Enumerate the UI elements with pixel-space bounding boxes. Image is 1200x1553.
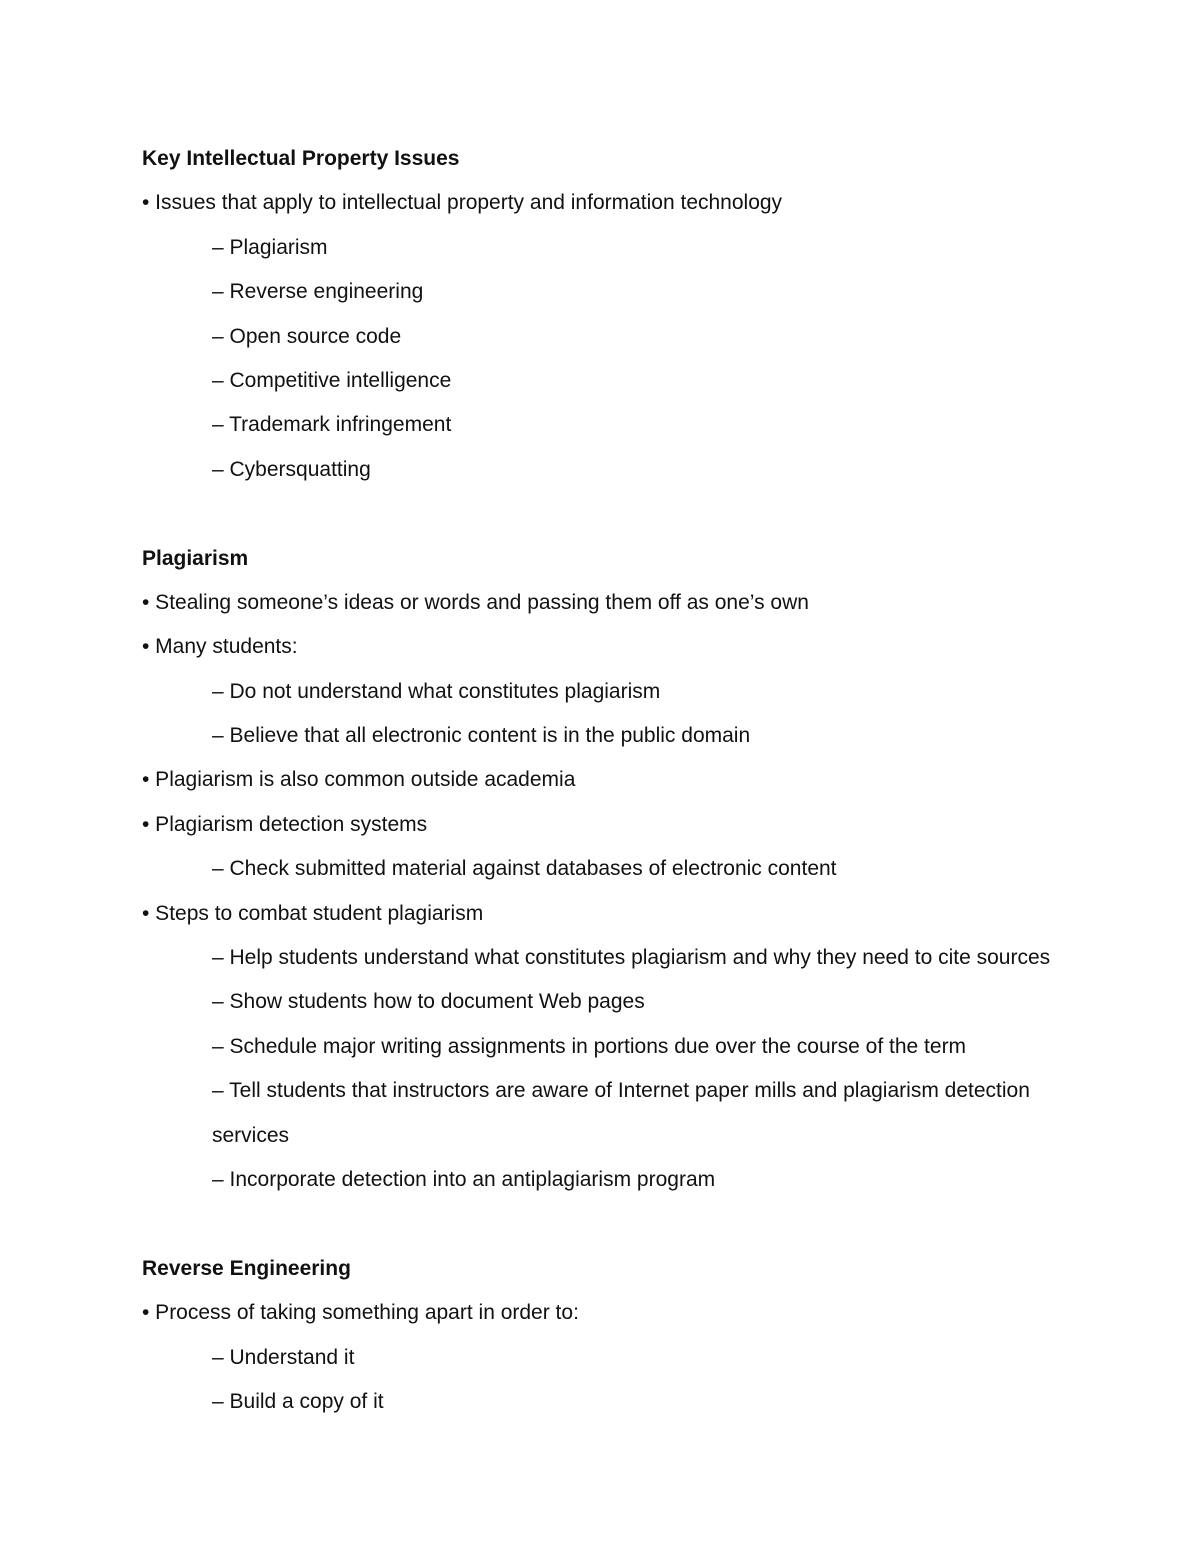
sub-bullet-item: – Plagiarism bbox=[212, 235, 328, 259]
sub-bullet-item: – Trademark infringement bbox=[212, 413, 452, 437]
sub-bullet-item: – Cybersquatting bbox=[212, 457, 371, 481]
sub-bullet-item: – Open source code bbox=[212, 324, 402, 348]
sub-bullet-item: – Build a copy of it bbox=[212, 1389, 384, 1413]
sub-bullet-item: – Reverse engineering bbox=[212, 280, 424, 304]
bullet-item: • Issues that apply to intellectual property and information technology bbox=[142, 191, 783, 215]
section-spacer bbox=[142, 1202, 1102, 1246]
sub-bullet-item: – Competitive intelligence bbox=[212, 368, 452, 392]
sub-bullet-item: – Show students how to document Web pages bbox=[212, 990, 645, 1014]
bullet-item: • Steps to combat student plagiarism bbox=[142, 901, 484, 925]
sub-bullet-item: – Incorporate detection into an antiplagiarism program bbox=[212, 1167, 716, 1191]
sub-bullet-item: – Tell students that instructors are aware of Internet paper mills and plagiarism detection bbox=[212, 1079, 1030, 1103]
sub-bullet-item: – Schedule major writing assignments in portions due over the course of the term bbox=[212, 1034, 967, 1058]
sub-bullet-item: – Help students understand what constitutes plagiarism and why they need to cite sources bbox=[212, 946, 1051, 970]
section-heading: Plagiarism bbox=[142, 546, 249, 570]
bullet-item: • Process of taking something apart in order to: bbox=[142, 1301, 579, 1325]
sub-bullet-continuation: services bbox=[212, 1123, 290, 1147]
bullet-item: • Plagiarism detection systems bbox=[142, 812, 428, 836]
section-heading: Reverse Engineering bbox=[142, 1256, 351, 1280]
section-spacer bbox=[142, 492, 1102, 536]
sub-bullet-item: – Check submitted material against databases of electronic content bbox=[212, 857, 837, 881]
sub-bullet-item: – Believe that all electronic content is in the public domain bbox=[212, 724, 751, 748]
bullet-item: • Stealing someone’s ideas or words and passing them off as one’s own bbox=[142, 590, 809, 614]
sub-bullet-item: – Do not understand what constitutes plagiarism bbox=[212, 679, 661, 703]
sub-bullet-item: – Understand it bbox=[212, 1345, 355, 1369]
bullet-item: • Plagiarism is also common outside academia bbox=[142, 768, 576, 792]
document-page bbox=[142, 137, 1102, 1424]
bullet-item: • Many students: bbox=[142, 635, 298, 659]
section-heading: Key Intellectual Property Issues bbox=[142, 147, 460, 170]
